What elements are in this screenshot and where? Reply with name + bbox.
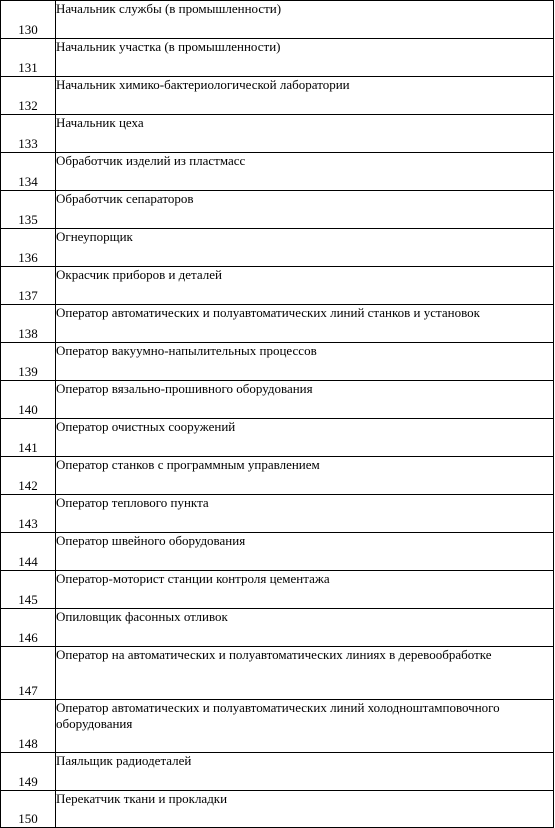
row-number: 131 [1,39,56,77]
table-row [1,343,554,381]
profession-name: Паяльщик радиодеталей [56,753,554,791]
row-number: 150 [1,791,56,828]
row-number: 141 [1,419,56,457]
row-number: 148 [1,700,56,753]
profession-name: Оператор автоматических и полуавтоматических линий станков и установок [56,305,554,343]
profession-name: Оператор очистных сооружений [56,419,554,457]
table-row [1,153,554,191]
profession-name: Начальник службы (в промышленности) [56,1,554,39]
row-number: 136 [1,229,56,267]
row-number: 137 [1,267,56,305]
row-number: 149 [1,753,56,791]
profession-name: Оператор вязально-прошивного оборудования [56,381,554,419]
table-row [1,267,554,305]
table-row [1,571,554,609]
profession-name: Оператор вакуумно-напылительных процессов [56,343,554,381]
row-number: 147 [1,647,56,700]
row-number: 132 [1,77,56,115]
profession-name: Перекатчик ткани и прокладки [56,791,554,828]
profession-name: Начальник участка (в промышленности) [56,39,554,77]
table-row [1,191,554,229]
profession-name: Опиловщик фасонных отливок [56,609,554,647]
profession-name: Оператор на автоматических и полуавтоматических линиях в деревообработке [56,647,554,700]
row-number: 145 [1,571,56,609]
table-row [1,305,554,343]
table-row [1,381,554,419]
table-body [1,1,554,828]
table-row [1,753,554,791]
profession-name: Оператор станков с программным управлением [56,457,554,495]
row-number: 135 [1,191,56,229]
row-number: 146 [1,609,56,647]
table-row [1,115,554,153]
profession-name: Оператор-моторист станции контроля цементажа [56,571,554,609]
table-row [1,700,554,753]
profession-name: Обработчик сепараторов [56,191,554,229]
table-row [1,1,554,39]
profession-name: Оператор швейного оборудования [56,533,554,571]
profession-name: Огнеупорщик [56,229,554,267]
table-row [1,533,554,571]
table-row [1,647,554,700]
row-number: 144 [1,533,56,571]
row-number: 140 [1,381,56,419]
table-row [1,457,554,495]
profession-name: Начальник химико-бактериологической лаборатории [56,77,554,115]
row-number: 130 [1,1,56,39]
row-number: 134 [1,153,56,191]
profession-name: Обработчик изделий из пластмасс [56,153,554,191]
profession-name: Оператор автоматических и полуавтоматических линий холодноштамповочного оборудования [56,700,554,753]
row-number: 142 [1,457,56,495]
table-row [1,77,554,115]
table-row [1,609,554,647]
row-number: 143 [1,495,56,533]
table-row [1,419,554,457]
row-number: 133 [1,115,56,153]
table-row [1,495,554,533]
row-number: 139 [1,343,56,381]
table-row [1,39,554,77]
profession-name: Оператор теплового пункта [56,495,554,533]
table-row [1,791,554,828]
profession-name: Начальник цеха [56,115,554,153]
profession-name: Окрасчик приборов и деталей [56,267,554,305]
table-row [1,229,554,267]
row-number: 138 [1,305,56,343]
